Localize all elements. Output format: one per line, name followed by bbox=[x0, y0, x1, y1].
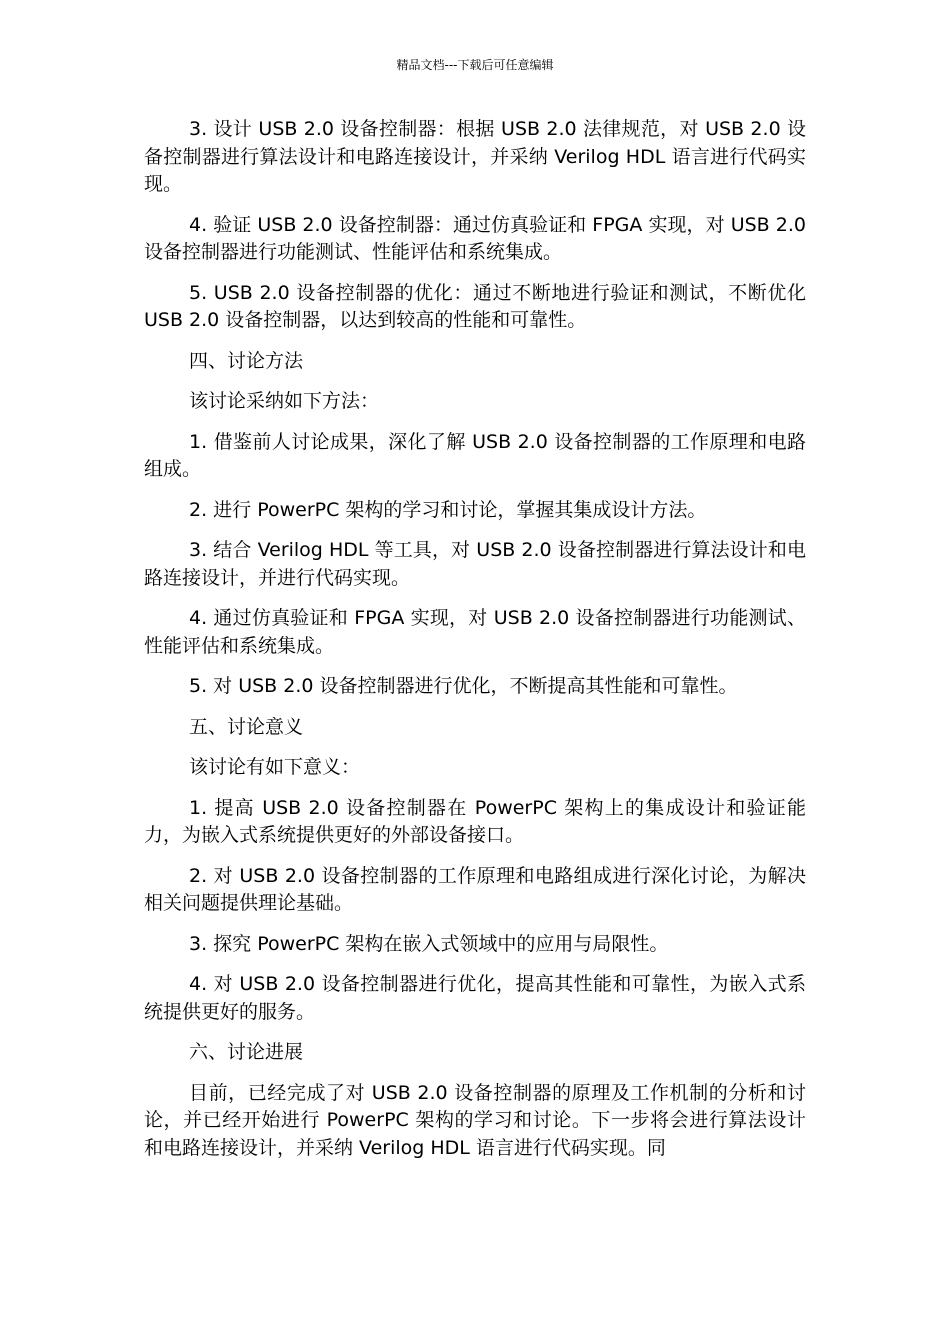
section-heading-progress: 六、讨论进展 bbox=[189, 1041, 304, 1063]
document-body bbox=[144, 116, 806, 1175]
paragraph-method-4: 4. 通过仿真验证和 FPGA 实现，对 USB 2.0 设备控制器进行功能测试、性能评估和系统集成。 bbox=[144, 607, 806, 657]
paragraph-significance-1: 1. 提高 USB 2.0 设备控制器在 PowerPC 架构上的集成设计和验证能力，为嵌入式系统提供更好的外部设备接口。 bbox=[144, 796, 806, 846]
paragraph-significance-2: 2. 对 USB 2.0 设备控制器的工作原理和电路组成进行深化讨论，为解决相关问题提供理论基础。 bbox=[144, 864, 806, 914]
paragraph-significance-4: 4. 对 USB 2.0 设备控制器进行优化，提高其性能和可靠性，为嵌入式系统提供更好的服务。 bbox=[144, 973, 806, 1023]
paragraph-significance-3: 3. 探究 PowerPC 架构在嵌入式领域中的应用与局限性。 bbox=[189, 932, 669, 955]
paragraph-methods-intro: 该讨论采纳如下方法： bbox=[189, 390, 380, 412]
paragraph-method-1: 1. 借鉴前人讨论成果，深化了解 USB 2.0 设备控制器的工作原理和电路组成。 bbox=[144, 430, 806, 480]
paragraph-progress: 目前，已经完成了对 USB 2.0 设备控制器的原理及工作机制的分析和讨论，并已经开始进行 PowerPC 架构的学习和讨论。下一步将会进行算法设计和电路连接设计，并采纳 Verilog HDL 语言进行代码实现。同 bbox=[144, 1081, 806, 1159]
paragraph-design-controller: 3. 设计 USB 2.0 设备控制器：根据 USB 2.0 法律规范，对 USB 2.0 设备控制器进行算法设计和电路连接设计，并采纳 Verilog HDL 语言进行代码实现。 bbox=[144, 118, 806, 195]
page-header: 精品文档---下载后可任意编辑 bbox=[396, 58, 554, 72]
paragraph-significance-intro: 该讨论有如下意义： bbox=[189, 756, 361, 778]
paragraph-method-3: 3. 结合 Verilog HDL 等工具，对 USB 2.0 设备控制器进行算法设计和电路连接设计，并进行代码实现。 bbox=[144, 539, 806, 589]
section-heading-significance: 五、讨论意义 bbox=[189, 715, 304, 738]
paragraph-verify-controller: 4. 验证 USB 2.0 设备控制器：通过仿真验证和 FPGA 实现，对 USB 2.0 设备控制器进行功能测试、性能评估和系统集成。 bbox=[144, 213, 806, 263]
paragraph-optimize-controller: 5. USB 2.0 设备控制器的优化：通过不断地进行验证和测试，不断优化 USB 2.0 设备控制器，以达到较高的性能和可靠性。 bbox=[144, 281, 806, 331]
paragraph-method-2: 2. 进行 PowerPC 架构的学习和讨论，掌握其集成设计方法。 bbox=[189, 498, 707, 521]
section-heading-methods: 四、讨论方法 bbox=[189, 349, 304, 372]
paragraph-method-5: 5. 对 USB 2.0 设备控制器进行优化，不断提高其性能和可靠性。 bbox=[189, 675, 738, 697]
